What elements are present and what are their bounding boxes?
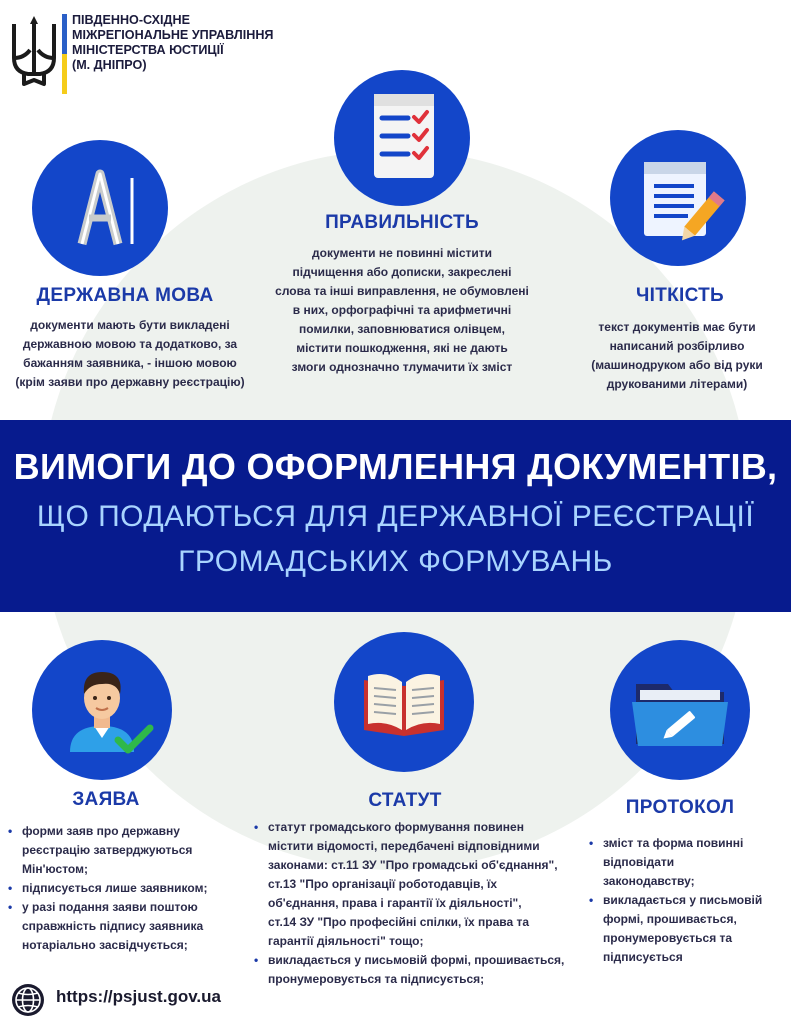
open-book-icon (334, 632, 474, 772)
list-item: • форми заяв про державну реєстрацію затверджуються Мін'юстом; (6, 822, 207, 879)
language-title: ДЕРЖАВНА МОВА (36, 285, 214, 306)
application-list (6, 822, 207, 955)
clarity-text: текст документів має бути написаний розбірливо (машинодруком або від руки друкованими літерами) (591, 320, 763, 391)
clarity-circle (610, 130, 746, 266)
correctness-text: документи не повинні містити підчищення або дописки, закреслені слова та інші виправлення, не обумовлені в них, орфографічні та арифметичні помилки, заповнюватися олівцем, містити пошкодження, які не дають змоги однозначно тлумачити їх зміст (275, 246, 529, 374)
checklist-icon (334, 70, 470, 206)
protocol-title: ПРОТОКОЛ (625, 797, 735, 818)
statute-list (252, 818, 564, 989)
list-item: • підписується лише заявником; (6, 879, 207, 898)
letter-a-icon (32, 140, 168, 276)
list-item: • статут громадського формування повинен містити відомості, передбачені відповідними законами: ст.11 ЗУ "Про громадські об'єднання", ст.13 "Про організації роботодавців, їх об'єднання, права і гарантії їх діяльності", ст.14 ЗУ "Про професійні спілки, їх права та гарантії діяльності" тощо; (252, 818, 564, 951)
banner-subtitle-1: ЩО ПОДАЮТЬСЯ ДЛЯ ДЕРЖАВНОЇ РЕЄСТРАЦІЇ (36, 500, 755, 533)
website-link[interactable]: https://psjust.gov.ua (56, 987, 221, 1006)
statute-circle (334, 632, 474, 772)
correctness-circle (334, 70, 470, 206)
folder-pencil-icon (610, 640, 750, 780)
organization-name: ПІВДЕННО-СХІДНЕ МІЖРЕГІОНАЛЬНЕ УПРАВЛІННЯ МІНІСТЕРСТВА ЮСТИЦІЇ (М. ДНІПРО) (72, 13, 274, 72)
list-item: • у разі подання заяви поштою справжність підпису заявника нотаріально засвідчується; (6, 898, 207, 955)
application-circle (32, 640, 172, 780)
list-item: • викладається у письмовій формі, прошивається, пронумеровується та підписується (587, 891, 762, 967)
correctness-title: ПРАВИЛЬНІСТЬ (325, 212, 479, 233)
application-title: ЗАЯВА (72, 789, 140, 810)
list-item: • викладається у письмовій формі, прошивається, пронумеровується та підписується; (252, 951, 564, 989)
protocol-list (587, 834, 762, 967)
person-check-icon (32, 640, 172, 780)
banner-title: ВИМОГИ ДО ОФОРМЛЕННЯ ДОКУМЕНТІВ, (13, 446, 778, 487)
trident-logo (8, 14, 60, 90)
list-item: • зміст та форма повинні відповідати законодавству; (587, 834, 762, 891)
clarity-title: ЧІТКІСТЬ (635, 285, 725, 306)
language-text: документи мають бути викладені державною мовою та додатково, за бажанням заявника, - іншою мовою (крім заяви про державну реєстрацію) (15, 318, 245, 389)
language-circle (32, 140, 168, 276)
globe-icon (10, 982, 46, 1018)
statute-title: СТАТУТ (368, 790, 442, 811)
document-pencil-icon (610, 130, 746, 266)
banner-subtitle-2: ГРОМАДСЬКИХ ФОРМУВАНЬ (178, 545, 613, 578)
protocol-circle (610, 640, 750, 780)
flag-bar (62, 14, 67, 94)
